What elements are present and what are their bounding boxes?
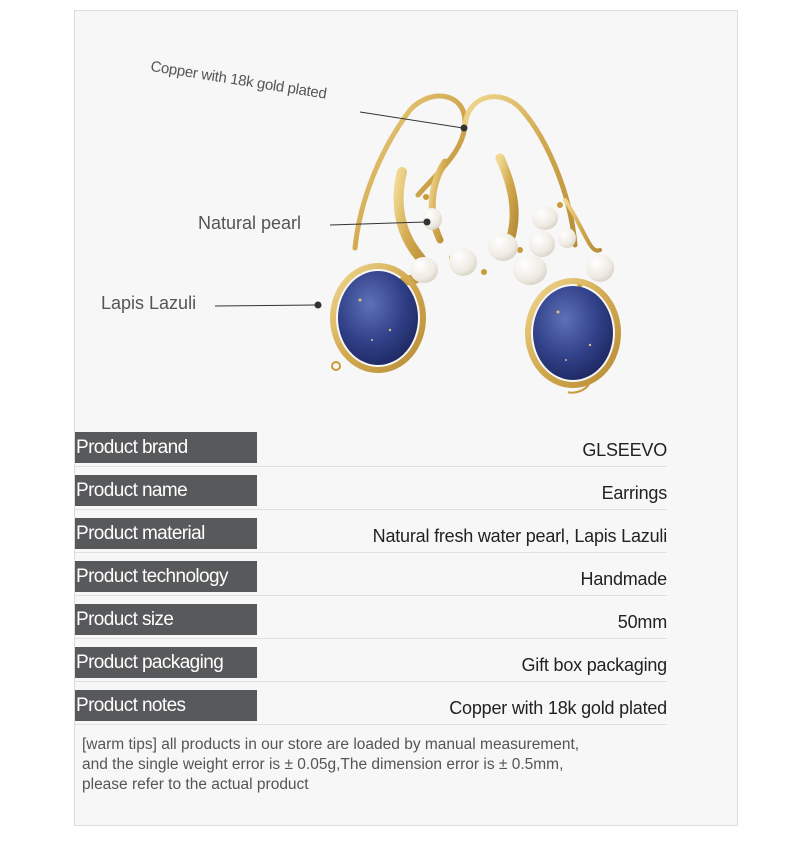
tips-line: please refer to the actual product [82, 776, 309, 793]
spec-label: Product material [75, 518, 257, 549]
pearl [449, 248, 477, 276]
spec-row-technology [75, 561, 667, 596]
pearl [558, 228, 576, 248]
pearl [513, 255, 547, 285]
spec-label: Product notes [75, 690, 257, 721]
spec-row-size [75, 604, 667, 639]
pearl-callout-line [330, 222, 426, 225]
pearl [410, 257, 438, 283]
spec-row-notes [75, 690, 667, 725]
tips-line: and the single weight error is ± 0.05g,The dimension error is ± 0.5mm, [82, 756, 564, 773]
pearl [586, 254, 614, 282]
spec-value: GLSEEVO [582, 440, 667, 460]
pearl [488, 233, 518, 261]
spec-value: Natural fresh water pearl, Lapis Lazuli [372, 526, 667, 546]
tips-line: [warm tips] all products in our store are loaded by manual measurement, [82, 736, 580, 753]
pearl [422, 208, 442, 230]
warm-tips [82, 735, 682, 795]
spec-row-material [75, 518, 667, 553]
spec-label: Product name [75, 475, 257, 506]
right-lapis-stone [533, 286, 613, 380]
spec-value: Earrings [601, 483, 667, 503]
lapis-callout: Lapis Lazuli [101, 293, 197, 313]
spec-value: Gift box packaging [521, 655, 667, 675]
gold-callout-line [360, 112, 463, 128]
left-lapis-stone [338, 271, 418, 365]
spec-row-brand [75, 432, 667, 467]
gold-plating-callout: Copper with 18k gold plated [149, 58, 328, 103]
spec-label: Product technology [75, 561, 257, 592]
spec-label: Product brand [75, 432, 257, 463]
right-hook [465, 97, 575, 245]
lapis-callout-line [215, 305, 316, 306]
spec-value: Copper with 18k gold plated [449, 698, 667, 718]
right-wing [500, 158, 514, 240]
spec-label: Product packaging [75, 647, 257, 678]
pearl [529, 231, 555, 257]
spec-row-name [75, 475, 667, 510]
pearl-callout: Natural pearl [198, 213, 302, 233]
left-hook [355, 96, 465, 248]
spec-value: Handmade [580, 569, 667, 589]
spec-value: 50mm [617, 612, 667, 632]
spec-row-packaging [75, 647, 667, 682]
spec-label: Product size [75, 604, 257, 635]
pearl [532, 206, 558, 230]
